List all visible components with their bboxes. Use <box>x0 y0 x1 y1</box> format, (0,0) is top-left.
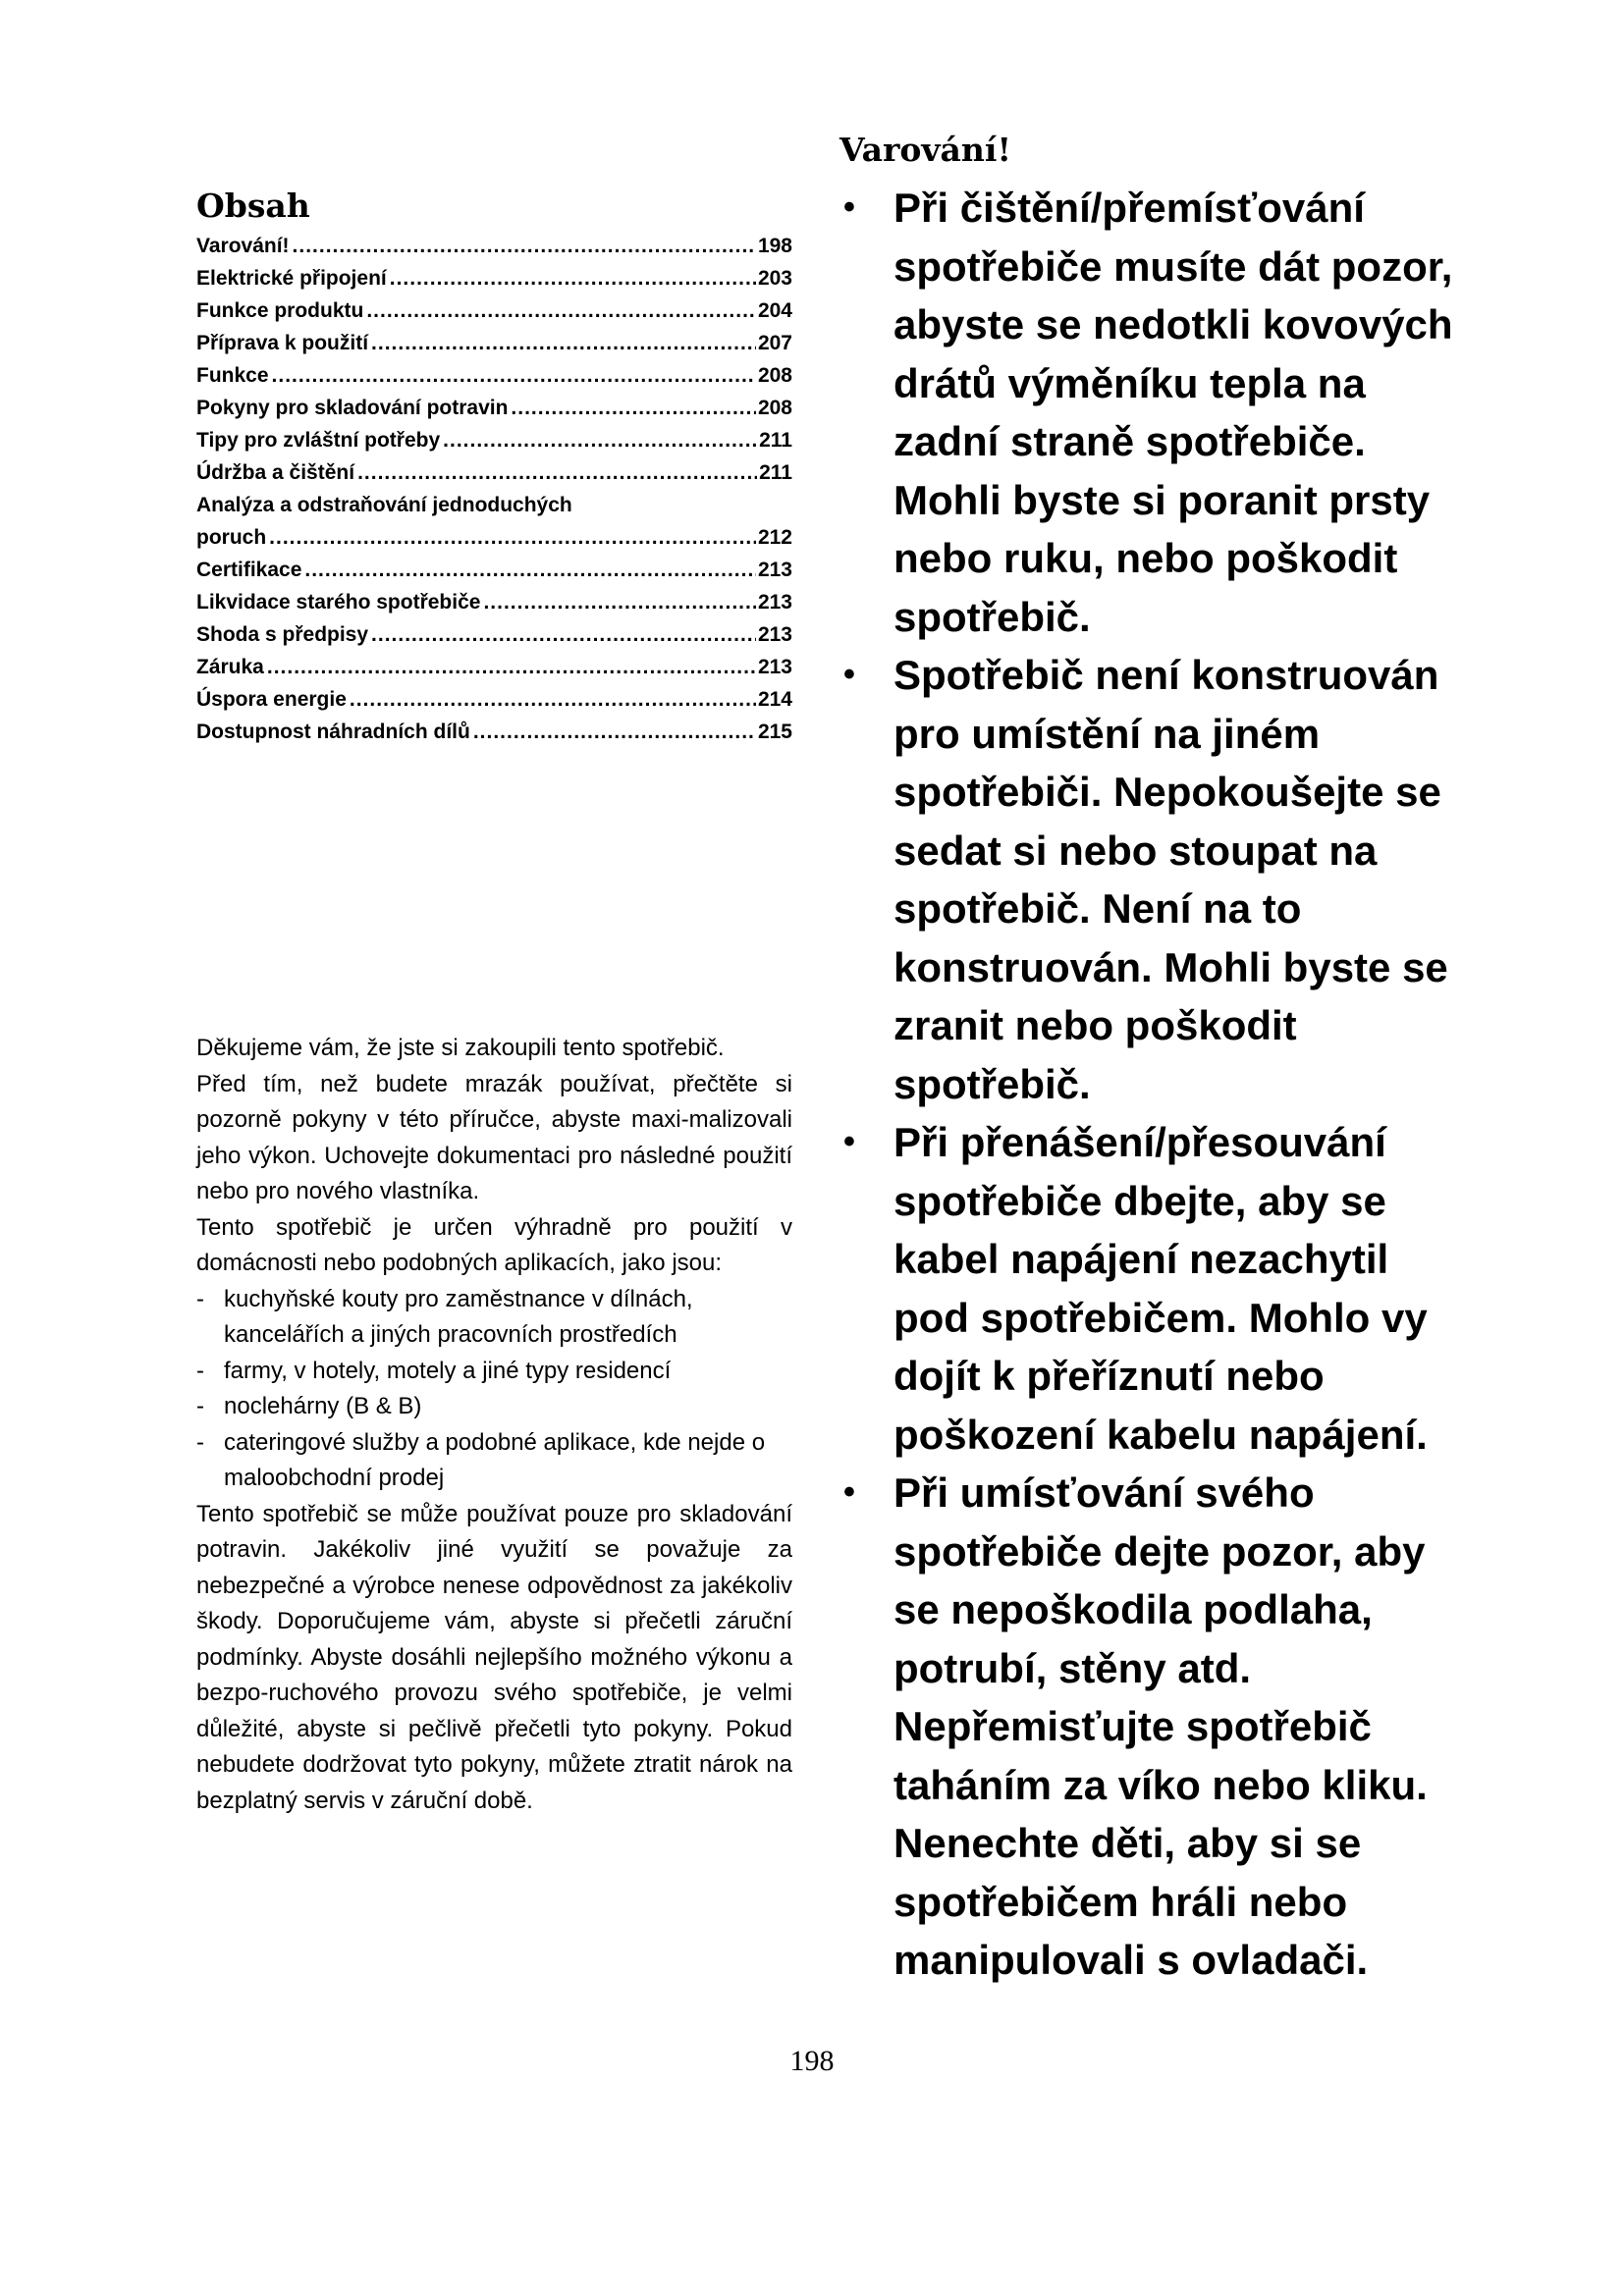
bullet-icon: • <box>843 188 855 227</box>
toc-title: Obsah <box>196 187 310 225</box>
toc-item: Údržba a čištění ..... 211 <box>196 456 792 489</box>
warning-item: • Při čištění/přemísťování spotřebiče musíte dát pozor, abyste se nedotkli kovových drátů výměníku tepla na zadní straně spotřebiče. Mohli byste si poranit prsty nebo ruku, nebo poškodit spotřebič. <box>839 179 1468 646</box>
intro-paragraph: Tento spotřebič je určen výhradně pro použití v domácnosti nebo podobných aplikacích, jako jsou: <box>196 1213 792 1276</box>
warning-item: • Při umísťování svého spotřebiče dejte pozor, aby se nepoškodila podlaha, potrubí, stěny atd. Nepřemisťujte spotřebič taháním za víko nebo kliku. Nenechte děti, aby si se spotřebičem hráli nebo manipulovali s ovladači. <box>839 1464 1468 1990</box>
list-item: - noclehárny (B & B) <box>196 1393 422 1419</box>
toc-item: Likvidace starého spotřebiče ..... 213 <box>196 586 792 618</box>
toc-item: Úspora energie ..... 214 <box>196 683 792 716</box>
bullet-icon: • <box>843 1473 855 1512</box>
toc-item: Elektrické připojení ..... 203 <box>196 262 792 294</box>
intro-paragraph: Před tím, než budete mrazák používat, přečtěte si pozorně pokyny v této příručce, abyste maxi-malizovali jeho výkon. Uchovejte dokumentaci pro následné použití nebo pro nového vlastníka. <box>196 1070 792 1204</box>
intro-paragraph: Tento spotřebič se může používat pouze pro skladování potravin. Jakékoliv jiné využití se považuje za nebezpečné a výrobce nenese odpovědnost za jakékoliv škody. Doporučujeme vám, abyste si přečetli záruční podmínky. Abyste dosáhli nejlepšího možného výkonu a bezpo-ruchového provozu svého spotřebiče, je velmi důležité, abyste si pečlivě přečetli tyto pokyny. Pokud nebudete dodržovat tyto pokyny, můžete ztratit nárok na bezplatný servis v záruční době. <box>196 1500 792 1814</box>
warning-section <box>839 128 1468 1990</box>
list-item: - farmy, v hotely, motely a jiné typy residencí <box>196 1357 672 1384</box>
intro-paragraph: Děkujeme vám, že jste si zakoupili tento spotřebič. <box>196 1035 725 1061</box>
toc-item: Analýza a odstraňování jednoduchých poruch ..... 212 <box>196 489 792 554</box>
list-item: - cateringové služby a podobné aplikace, kde nejde o maloobchodní prodej <box>196 1428 766 1491</box>
bullet-icon: • <box>843 656 855 694</box>
toc-list <box>196 230 792 748</box>
intro-text <box>196 1031 792 1819</box>
warning-title: Varování! <box>839 131 1011 169</box>
toc-item: Funkce produktu ..... 204 <box>196 294 792 327</box>
table-of-contents <box>196 187 792 748</box>
toc-item: Certifikace ..... 213 <box>196 554 792 586</box>
toc-item: Shoda s předpisy ..... 213 <box>196 618 792 651</box>
bullet-icon: • <box>843 1123 855 1161</box>
toc-item: Pokyny pro skladování potravin ..... 208 <box>196 392 792 424</box>
toc-item: Tipy pro zvláštní potřeby ..... 211 <box>196 424 792 456</box>
warning-list <box>839 179 1468 1990</box>
toc-item: Varování! ..... 198 <box>196 230 792 262</box>
list-item: - kuchyňské kouty pro zaměstnance v dílnách, kancelářích a jiných pracovních prostředích <box>196 1285 693 1348</box>
page-number: 198 <box>789 2045 835 2077</box>
toc-item: Dostupnost náhradních dílů ..... 215 <box>196 716 792 748</box>
toc-item: Funkce ..... 208 <box>196 359 792 392</box>
warning-item: • Spotřebič není konstruován pro umístění na jiném spotřebiči. Nepokoušejte se sedat si nebo stoupat na spotřebič. Není na to konstruován. Mohli byste se zranit nebo poškodit spotřebič. <box>839 646 1468 1113</box>
toc-item: Příprava k použití ..... 207 <box>196 327 792 359</box>
warning-item: • Při přenášení/přesouvání spotřebiče dbejte, aby se kabel napájení nezachytil pod spotřebičem. Mohlo vy dojít k přeříznutí nebo poškození kabelu napájení. <box>839 1113 1468 1464</box>
toc-item: Záruka ..... 213 <box>196 651 792 683</box>
